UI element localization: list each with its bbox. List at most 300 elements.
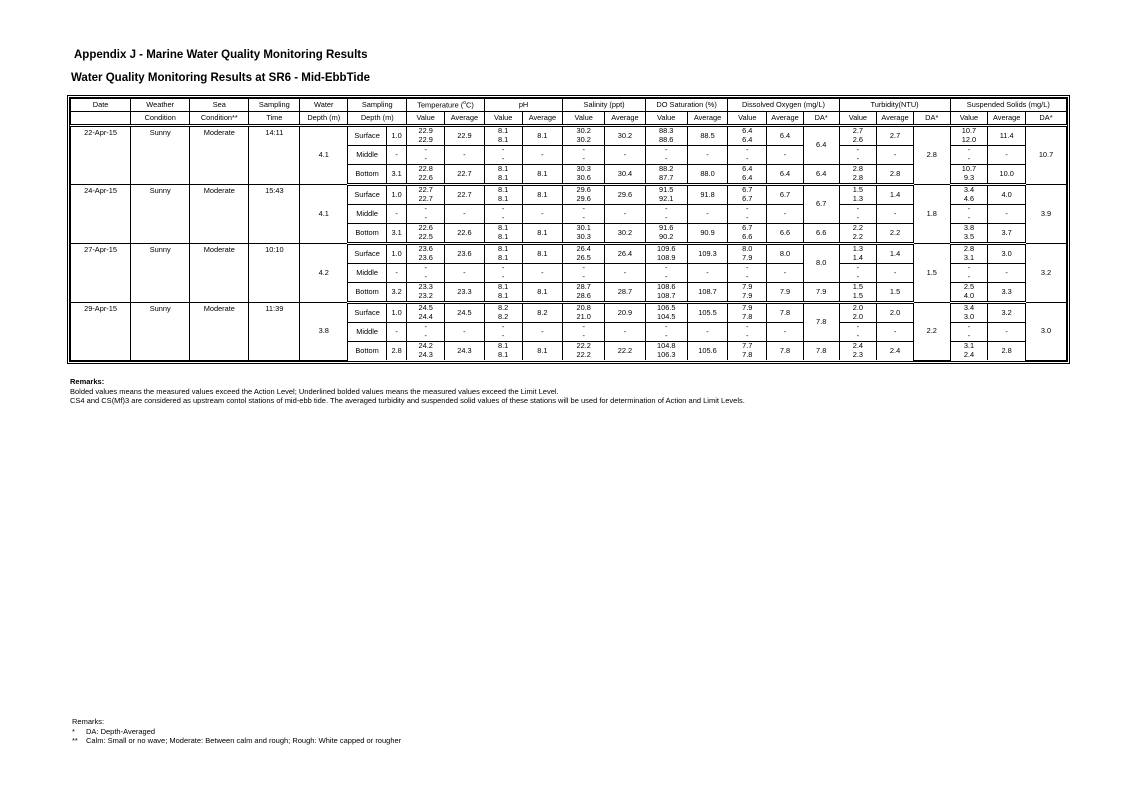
salinity-average-cell: 30.2 <box>605 224 646 244</box>
turbidity-value-cell <box>839 185 877 205</box>
do-value-cell-1: 6.7 <box>742 185 753 195</box>
ph-average-cell: - <box>522 146 563 165</box>
sampling-depth-cell: - <box>386 205 406 224</box>
sampling-depth-cell: 1.0 <box>386 185 406 205</box>
do-value-cell <box>728 283 767 303</box>
sampling-level-cell: Middle <box>348 264 387 283</box>
do-average-cell: 6.6 <box>767 224 804 244</box>
temp-average-cell: 23.3 <box>445 283 485 303</box>
turbidity-average-cell: - <box>877 205 914 224</box>
temp-average-cell: 22.9 <box>445 126 485 146</box>
turbidity-average-cell: 2.7 <box>877 126 914 146</box>
salinity-average-cell: 26.4 <box>605 244 646 264</box>
do-average-cell: - <box>767 146 804 165</box>
do-da-bottom-cell: 6.6 <box>803 224 839 244</box>
temp-average-cell: 24.5 <box>445 303 485 323</box>
salinity-value-cell <box>563 264 605 283</box>
do-average-cell: - <box>767 205 804 224</box>
header-sampling-depth-sub: Depth (m) <box>348 112 407 126</box>
ph-value-cell-1: 8.1 <box>498 341 509 351</box>
dosat-value-cell <box>645 205 687 224</box>
header-dosat-value: Value <box>645 112 687 126</box>
temp-average-cell: - <box>445 323 485 342</box>
date-cell: 22-Apr-15 <box>71 126 131 185</box>
ph-value-cell-1: 8.1 <box>498 164 509 174</box>
date-cell: 29-Apr-15 <box>71 303 131 361</box>
ph-value-cell <box>484 323 522 342</box>
ph-value-cell-1: - <box>501 145 505 155</box>
header-row-2 <box>71 112 1067 126</box>
ss-average-cell: 4.0 <box>988 185 1026 205</box>
ph-average-cell: - <box>522 264 563 283</box>
temp-value-cell-1: - <box>424 322 427 332</box>
footnote-da-text: DA: Depth-Averaged <box>86 726 156 736</box>
salinity-value-cell-2: 30.3 <box>576 232 591 241</box>
ph-average-cell: 8.1 <box>522 126 563 146</box>
turbidity-da-cell: 1.5 <box>913 244 950 303</box>
temp-value-cell-2: - <box>424 331 427 340</box>
header-row-1 <box>71 99 1067 112</box>
dosat-value-cell-1: - <box>665 263 668 273</box>
sampling-level-cell: Surface <box>348 126 387 146</box>
dosat-value-cell-2: 108.7 <box>656 291 676 300</box>
turbidity-value-cell-1: 2.7 <box>852 126 863 136</box>
dosat-value-cell-1: - <box>665 322 668 332</box>
sampling-depth-cell: 1.0 <box>386 126 406 146</box>
do-value-cell-1: - <box>746 204 749 214</box>
dosat-value-cell <box>645 244 687 264</box>
salinity-value-cell-2: 22.2 <box>576 350 591 359</box>
salinity-value-cell-2: - <box>582 272 585 281</box>
weather-cell: Sunny <box>131 126 190 185</box>
header-ss-average: Average <box>988 112 1026 126</box>
dosat-value-cell-1: 88.3 <box>659 126 674 136</box>
do-value-cell <box>728 342 767 361</box>
sampling-depth-cell: 1.0 <box>386 244 406 264</box>
temp-average-cell: 22.6 <box>445 224 485 244</box>
turbidity-value-cell-2: 2.8 <box>852 173 863 182</box>
dosat-average-cell: 105.5 <box>687 303 728 323</box>
temp-value-cell <box>407 342 445 361</box>
water-depth-cell: 4.2 <box>300 244 348 303</box>
ph-value-cell-1: 8.1 <box>498 282 509 292</box>
turbidity-average-cell: 1.5 <box>877 283 914 303</box>
sampling-level-cell: Bottom <box>348 224 387 244</box>
ph-value-cell-2: 8.1 <box>498 173 509 182</box>
dosat-value-cell <box>645 303 687 323</box>
turbidity-value-cell-2: - <box>856 272 860 281</box>
turbidity-value-cell-1: 1.5 <box>852 282 863 292</box>
temp-value-cell-1: 24.2 <box>418 341 433 351</box>
header-water: Water <box>300 99 348 112</box>
dosat-value-cell <box>645 323 687 342</box>
salinity-value-cell-1: 22.2 <box>576 341 591 351</box>
sampling-level-cell: Surface <box>348 244 387 264</box>
ss-value-cell-1: 10.7 <box>961 126 977 136</box>
sampling-level-cell: Bottom <box>348 165 387 185</box>
ph-value-cell-1: - <box>501 204 505 214</box>
temp-value-cell <box>407 126 445 146</box>
turbidity-value-cell-2: 2.2 <box>852 232 863 241</box>
ph-value-cell-2: 8.1 <box>498 232 509 241</box>
ss-value-cell-1: 10.7 <box>961 164 977 174</box>
salinity-value-cell-1: 30.2 <box>576 126 591 136</box>
turbidity-value-cell-1: 2.4 <box>852 341 863 351</box>
turbidity-value-cell <box>839 283 877 303</box>
remarks-top-line2: CS4 and CS(Mf)3 are considered as upstream contol stations of mid-ebb tide. The averaged turbidity and suspended solid values of these stations will be used for determination of Action and Limit Levels. <box>70 396 745 406</box>
temp-value-cell-2: 22.7 <box>418 194 433 203</box>
ss-value-cell <box>950 146 988 165</box>
header-suspended-solids: Suspended Solids (mg/L) <box>950 99 1066 112</box>
ss-value-cell-2: 9.3 <box>963 173 975 182</box>
table-row <box>71 126 1067 146</box>
temp-value-cell-2: 24.3 <box>418 350 433 359</box>
sampling-depth-cell: 2.8 <box>386 342 406 361</box>
salinity-value-cell-2: 29.6 <box>576 194 591 203</box>
do-da-bottom-cell: 7.9 <box>803 283 839 303</box>
salinity-value-cell-2: 26.5 <box>576 253 591 262</box>
turbidity-value-cell <box>839 264 877 283</box>
salinity-value-cell-1: - <box>582 204 585 214</box>
remarks-bottom-heading: Remarks: <box>72 717 105 726</box>
salinity-average-cell: 30.4 <box>605 165 646 185</box>
temp-value-cell-2: 22.6 <box>418 173 433 182</box>
ph-average-cell: 8.1 <box>522 224 563 244</box>
do-average-cell: 7.8 <box>767 342 804 361</box>
ph-value-cell <box>484 185 522 205</box>
dosat-value-cell-2: 104.5 <box>656 312 676 321</box>
do-value-cell-2: 6.4 <box>742 173 753 182</box>
ph-value-cell-2: 8.1 <box>498 350 509 359</box>
footnote-sea-symbol: ** <box>72 736 78 746</box>
header-water-sub: Depth (m) <box>300 112 348 126</box>
turbidity-da-cell: 2.2 <box>913 303 950 361</box>
ss-value-cell-1: 3.4 <box>963 185 975 195</box>
temp-value-cell-1: - <box>424 263 427 273</box>
salinity-average-cell: - <box>605 205 646 224</box>
remarks-top <box>70 377 745 406</box>
salinity-value-cell-1: - <box>582 145 585 155</box>
temp-average-cell: - <box>445 264 485 283</box>
ph-average-cell: 8.1 <box>522 283 563 303</box>
do-value-cell-1: 6.7 <box>742 223 753 233</box>
ss-value-cell-2: 4.0 <box>963 291 975 300</box>
do-value-cell <box>728 303 767 323</box>
header-turb-average: Average <box>877 112 914 126</box>
turbidity-value-cell-2: 1.3 <box>852 194 863 203</box>
do-value-cell-2: - <box>746 272 749 281</box>
salinity-value-cell-1: - <box>582 263 585 273</box>
header-ph-value: Value <box>484 112 522 126</box>
do-value-cell-1: - <box>746 145 749 155</box>
dosat-value-cell-2: - <box>665 154 668 163</box>
salinity-value-cell-2: - <box>582 213 585 222</box>
header-sampling: Sampling <box>249 99 300 112</box>
dosat-average-cell: 88.0 <box>687 165 728 185</box>
turbidity-value-cell <box>839 205 877 224</box>
salinity-value-cell-1: 29.6 <box>576 185 591 195</box>
ss-value-cell-1: - <box>967 145 971 155</box>
header-do-da: DA* <box>803 112 839 126</box>
turbidity-value-cell <box>839 165 877 185</box>
temp-value-cell-1: - <box>424 204 427 214</box>
appendix-title: Appendix J - Marine Water Quality Monitoring Results <box>74 49 368 61</box>
ss-average-cell: 3.2 <box>988 303 1026 323</box>
salinity-average-cell: 22.2 <box>605 342 646 361</box>
header-temperature-unit: C) <box>466 100 474 110</box>
ph-value-cell <box>484 244 522 264</box>
do-average-cell: 6.7 <box>767 185 804 205</box>
date-cell: 24-Apr-15 <box>71 185 131 244</box>
turbidity-value-cell-2: 1.4 <box>852 253 863 262</box>
turbidity-value-cell-1: - <box>856 204 860 214</box>
ph-value-cell-2: - <box>501 213 505 222</box>
dosat-value-cell-2: 88.6 <box>659 135 674 144</box>
ph-value-cell <box>484 303 522 323</box>
ss-value-cell <box>950 185 988 205</box>
ph-value-cell-2: - <box>501 272 505 281</box>
temp-average-cell: 22.7 <box>445 185 485 205</box>
do-average-cell: 7.9 <box>767 283 804 303</box>
salinity-value-cell-1: 30.3 <box>576 164 591 174</box>
footnote-da-symbol: * <box>72 726 75 736</box>
ss-value-cell-1: - <box>967 204 971 214</box>
turbidity-value-cell-1: 2.2 <box>852 223 863 233</box>
ss-value-cell-1: 2.8 <box>963 244 975 254</box>
dosat-average-cell: 108.7 <box>687 283 728 303</box>
dosat-value-cell <box>645 264 687 283</box>
ph-average-cell: 8.1 <box>522 244 563 264</box>
temp-value-cell-1: 22.6 <box>418 223 433 233</box>
ph-value-cell-1: - <box>501 322 505 332</box>
sampling-depth-cell: 1.0 <box>386 303 406 323</box>
ph-value-cell <box>484 342 522 361</box>
turbidity-average-cell: 2.8 <box>877 165 914 185</box>
weather-cell: Sunny <box>131 244 190 303</box>
do-da-cell: 8.0 <box>803 244 839 283</box>
turbidity-average-cell: 1.4 <box>877 244 914 264</box>
ss-value-cell <box>950 303 988 323</box>
dosat-value-cell <box>645 185 687 205</box>
temp-value-cell <box>407 165 445 185</box>
ph-value-cell-1: 8.1 <box>498 244 509 254</box>
footnote-sea-text: Calm: Small or no wave; Moderate: Between calm and rough; Rough: White capped or rougher <box>86 736 402 746</box>
remarks-top-heading: Remarks: <box>70 377 105 386</box>
header-salinity: Salinity (ppt) <box>563 99 646 112</box>
salinity-value-cell <box>563 323 605 342</box>
ph-average-cell: 8.1 <box>522 342 563 361</box>
do-value-cell-2: 7.8 <box>742 350 753 359</box>
ph-value-cell-2: 8.2 <box>498 312 509 321</box>
ph-average-cell: - <box>522 205 563 224</box>
temp-value-cell <box>407 244 445 264</box>
turbidity-value-cell-2: 1.5 <box>852 291 863 300</box>
ss-value-cell <box>950 342 988 361</box>
ph-average-cell: 8.2 <box>522 303 563 323</box>
sea-cell: Moderate <box>190 303 249 361</box>
header-turbidity: Turbidity(NTU) <box>839 99 950 112</box>
salinity-value-cell <box>563 205 605 224</box>
temp-average-cell: 24.3 <box>445 342 485 361</box>
ss-value-cell-2: 3.5 <box>963 232 975 241</box>
dosat-value-cell-2: - <box>665 331 668 340</box>
salinity-average-cell: - <box>605 146 646 165</box>
temp-value-cell-2: 22.5 <box>418 232 433 241</box>
salinity-average-cell: - <box>605 323 646 342</box>
do-value-cell-1: 8.0 <box>742 244 753 254</box>
do-value-cell <box>728 224 767 244</box>
turbidity-value-cell-1: 2.8 <box>852 164 863 174</box>
ss-da-cell: 10.7 <box>1026 126 1067 185</box>
time-cell: 14:11 <box>249 126 300 185</box>
do-value-cell <box>728 165 767 185</box>
temp-value-cell <box>407 264 445 283</box>
header-ss-da: DA* <box>1026 112 1067 126</box>
weather-cell: Sunny <box>131 185 190 244</box>
sea-cell: Moderate <box>190 185 249 244</box>
ss-value-cell-1: 3.1 <box>963 341 975 351</box>
turbidity-value-cell-2: 2.6 <box>852 135 863 144</box>
turbidity-da-cell: 2.8 <box>913 126 950 185</box>
ss-average-cell: 3.0 <box>988 244 1026 264</box>
dosat-value-cell-2: 87.7 <box>659 173 674 182</box>
salinity-value-cell <box>563 283 605 303</box>
salinity-value-cell <box>563 224 605 244</box>
ss-value-cell-1: 2.5 <box>963 282 975 292</box>
do-value-cell-2: 7.9 <box>742 253 753 262</box>
turbidity-da-cell: 1.8 <box>913 185 950 244</box>
ss-average-cell: 11.4 <box>988 126 1026 146</box>
salinity-average-cell: - <box>605 264 646 283</box>
results-table-body <box>71 126 1067 361</box>
header-temp-value: Value <box>407 112 445 126</box>
water-depth-cell: 4.1 <box>300 126 348 185</box>
temp-value-cell <box>407 185 445 205</box>
dosat-value-cell-1: 106.5 <box>656 303 676 313</box>
time-cell: 15:43 <box>249 185 300 244</box>
dosat-value-cell-2: - <box>665 272 668 281</box>
ss-value-cell-2: 3.0 <box>963 312 975 321</box>
header-do-saturation: DO Saturation (%) <box>645 99 728 112</box>
header-sampling-sub: Time <box>249 112 300 126</box>
header-ss-value: Value <box>950 112 988 126</box>
dosat-average-cell: 109.3 <box>687 244 728 264</box>
dosat-value-cell-1: 91.6 <box>659 223 674 233</box>
header-sampling-depth: Sampling <box>348 99 407 112</box>
dosat-value-cell-1: 109.6 <box>656 244 676 254</box>
temp-value-cell-2: 22.9 <box>418 135 433 144</box>
temp-average-cell: 22.7 <box>445 165 485 185</box>
header-weather-sub: Condition <box>131 112 190 126</box>
header-temperature <box>407 99 484 112</box>
temp-value-cell-1: - <box>424 145 427 155</box>
header-sea-sub: Condition** <box>190 112 249 126</box>
turbidity-value-cell <box>839 224 877 244</box>
do-average-cell: 7.8 <box>767 303 804 323</box>
header-temperature-degree: o <box>463 99 467 106</box>
salinity-value-cell <box>563 303 605 323</box>
ph-value-cell-1: 8.1 <box>498 126 509 136</box>
dosat-value-cell-2: 106.3 <box>656 350 676 359</box>
ph-value-cell <box>484 264 522 283</box>
temp-value-cell-2: - <box>424 213 427 222</box>
ss-value-cell <box>950 323 988 342</box>
dosat-value-cell-1: - <box>665 204 668 214</box>
ss-value-cell-2: - <box>967 331 971 340</box>
salinity-value-cell-1: 26.4 <box>576 244 591 254</box>
ph-value-cell <box>484 224 522 244</box>
do-da-bottom-cell: 7.8 <box>803 342 839 361</box>
ss-da-cell: 3.0 <box>1026 303 1067 361</box>
footnote-da <box>72 727 401 737</box>
ph-value-cell <box>484 165 522 185</box>
ss-value-cell <box>950 283 988 303</box>
do-value-cell <box>728 205 767 224</box>
salinity-value-cell <box>563 165 605 185</box>
header-temperature-label: Temperature ( <box>417 100 464 110</box>
ph-average-cell: - <box>522 323 563 342</box>
sampling-depth-cell: 3.1 <box>386 165 406 185</box>
do-average-cell: - <box>767 264 804 283</box>
sampling-level-cell: Surface <box>348 185 387 205</box>
do-value-cell-1: - <box>746 322 749 332</box>
header-sea: Sea <box>190 99 249 112</box>
do-value-cell-2: 6.7 <box>742 194 753 203</box>
do-value-cell-1: 6.4 <box>742 164 753 174</box>
salinity-value-cell <box>563 342 605 361</box>
turbidity-value-cell <box>839 303 877 323</box>
sampling-level-cell: Bottom <box>348 283 387 303</box>
do-da-cell: 6.7 <box>803 185 839 224</box>
ph-value-cell <box>484 283 522 303</box>
turbidity-average-cell: - <box>877 323 914 342</box>
salinity-value-cell-1: 30.1 <box>576 223 591 233</box>
dosat-average-cell: 90.9 <box>687 224 728 244</box>
weather-cell: Sunny <box>131 303 190 361</box>
turbidity-average-cell: - <box>877 264 914 283</box>
turbidity-value-cell <box>839 146 877 165</box>
temp-average-cell: - <box>445 205 485 224</box>
sampling-depth-cell: 3.1 <box>386 224 406 244</box>
salinity-value-cell-2: 28.6 <box>576 291 591 300</box>
ss-value-cell-1: - <box>967 263 971 273</box>
temp-value-cell-2: 23.6 <box>418 253 433 262</box>
salinity-value-cell-2: 30.6 <box>576 173 591 182</box>
temp-value-cell-1: 22.9 <box>418 126 433 136</box>
ss-value-cell-2: 4.6 <box>963 194 975 203</box>
header-weather: Weather <box>131 99 190 112</box>
dosat-value-cell-2: 90.2 <box>659 232 674 241</box>
do-value-cell <box>728 244 767 264</box>
dosat-average-cell: - <box>687 205 728 224</box>
sampling-level-cell: Middle <box>348 323 387 342</box>
do-da-bottom-cell: 6.4 <box>803 165 839 185</box>
do-value-cell-2: 7.8 <box>742 312 753 321</box>
ph-value-cell-2: 8.1 <box>498 194 509 203</box>
footnote-sea <box>72 736 401 746</box>
turbidity-value-cell <box>839 323 877 342</box>
header-turb-da: DA* <box>913 112 950 126</box>
sampling-depth-cell: - <box>386 146 406 165</box>
ss-average-cell: - <box>988 264 1026 283</box>
header-do-average: Average <box>767 112 804 126</box>
turbidity-value-cell-1: - <box>856 263 860 273</box>
do-value-cell <box>728 126 767 146</box>
results-table <box>70 98 1067 361</box>
turbidity-value-cell-1: 2.0 <box>852 303 863 313</box>
dosat-value-cell <box>645 146 687 165</box>
dosat-average-cell: 91.8 <box>687 185 728 205</box>
